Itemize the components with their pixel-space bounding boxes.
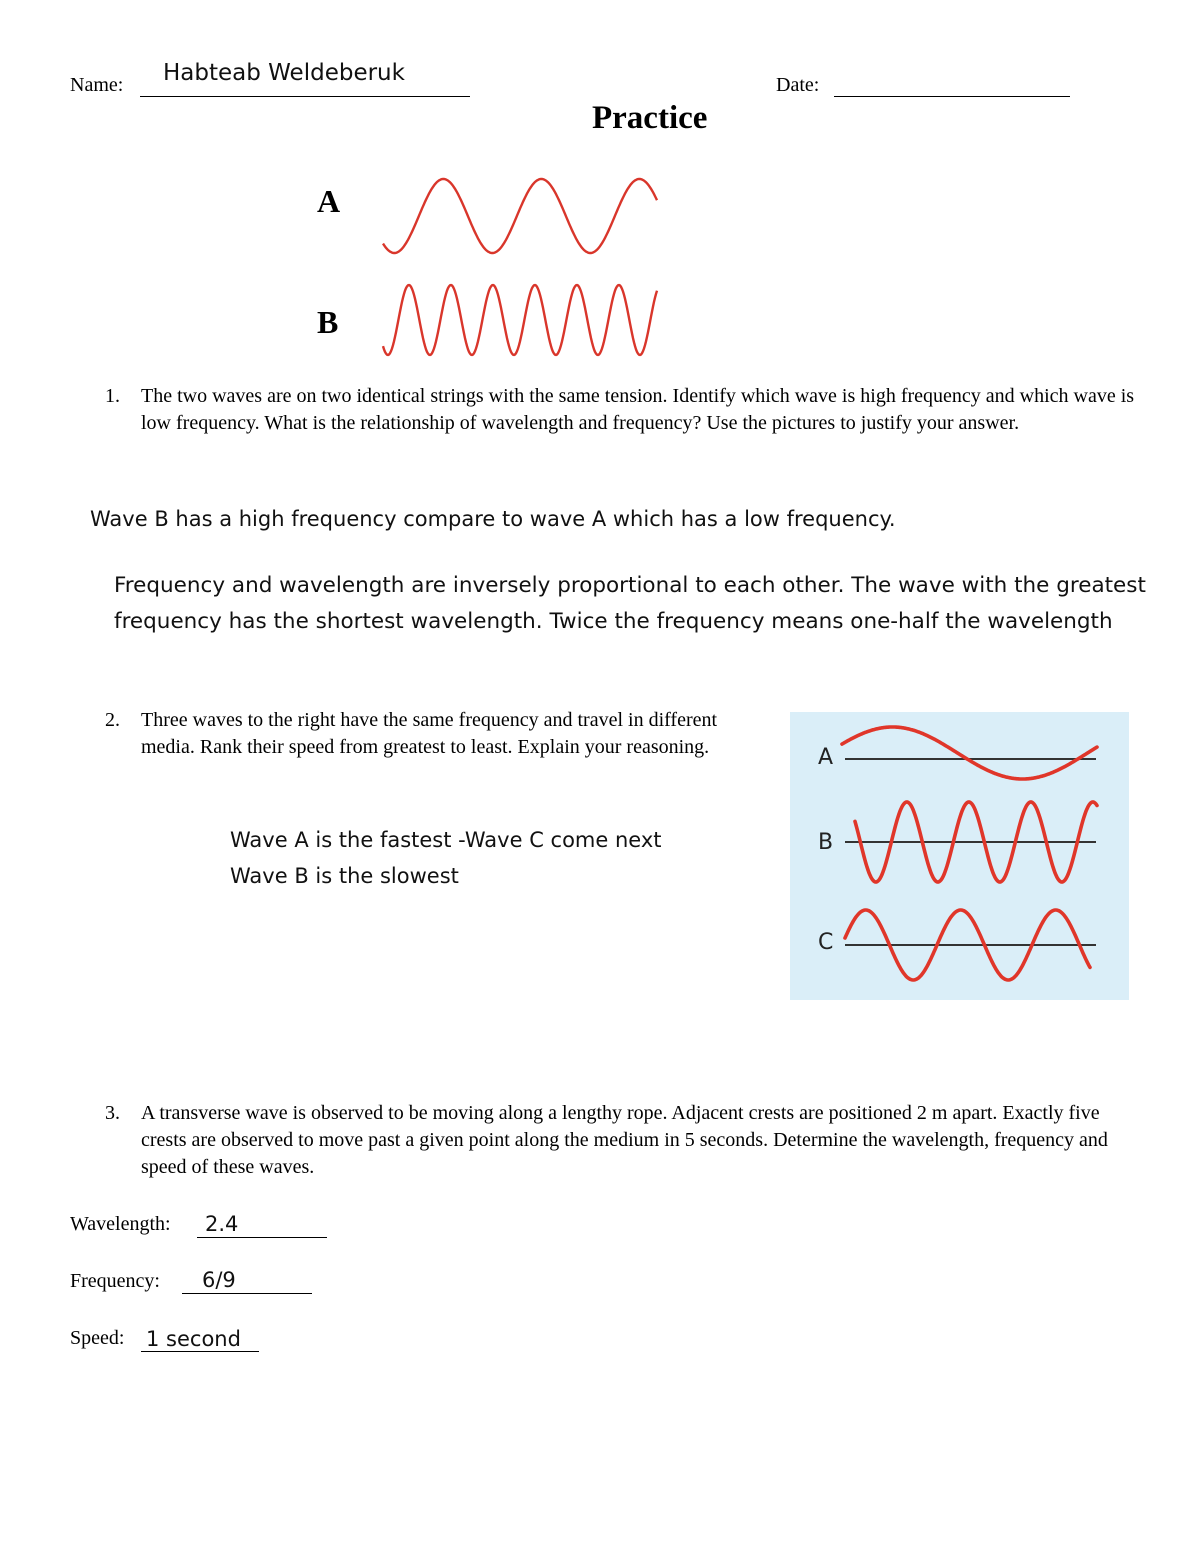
q3-number: 3. [105,1102,120,1124]
figure2-label-a: A [818,745,834,770]
date-label: Date: [776,74,820,96]
wavelength-underline [197,1237,327,1238]
speed-value: 1 second [146,1327,241,1351]
page-title: Practice [592,100,708,136]
figure2-label-b: B [818,830,834,855]
figure2-wave-a [842,727,1097,779]
frequency-underline [182,1293,312,1294]
q3-text: A transverse wave is observed to be moving along a lengthy rope. Adjacent crests are positioned 2 m apart. Exactly five crests are observed to move past a given point along the medium in 5 seconds. Determine the wavelength, frequency and speed of these waves. [141,1102,1108,1178]
name-value: Habteab Weldeberuk [163,60,405,86]
name-underline [140,96,470,97]
frequency-value: 6/9 [202,1268,236,1292]
figure1-waves [375,168,675,368]
q2-answer-line2: Wave B is the slowest [230,864,459,888]
q2-text: Three waves to the right have the same frequency and travel in different media. Rank their speed from greatest to least. Explain your reasoning. [141,709,718,758]
frequency-label: Frequency: [70,1270,160,1292]
figure1-label-a: A [317,183,341,219]
wavelength-value: 2.4 [205,1212,239,1236]
q2-answer-line1: Wave A is the fastest -Wave C come next [230,828,662,852]
figure2-waves [790,712,1129,1000]
speed-underline [141,1351,259,1352]
q1-number: 1. [105,385,120,407]
q1-text: The two waves are on two identical strings with the same tension. Identify which wave is high frequency and which wave is low frequency. What is the relationship of wavelength and frequency? Use the pictures to justify your answer. [141,385,1135,434]
q1-answer-2: Frequency and wavelength are inversely proportional to each other. The wave with the greatest frequency has the shortest wavelength. Twice the frequency means one-half the wavelength [114,573,1146,634]
date-underline [834,96,1070,97]
figure1-label-b: B [317,304,339,340]
q1-answer-1: Wave B has a high frequency compare to wave A which has a low frequency. [90,507,896,531]
name-label: Name: [70,74,124,96]
figure2-label-c: C [818,930,834,955]
wavelength-label: Wavelength: [70,1213,171,1235]
figure1-wave-b [383,285,657,355]
speed-label: Speed: [70,1327,125,1349]
q2-number: 2. [105,709,120,731]
figure1-wave-a [383,179,657,253]
